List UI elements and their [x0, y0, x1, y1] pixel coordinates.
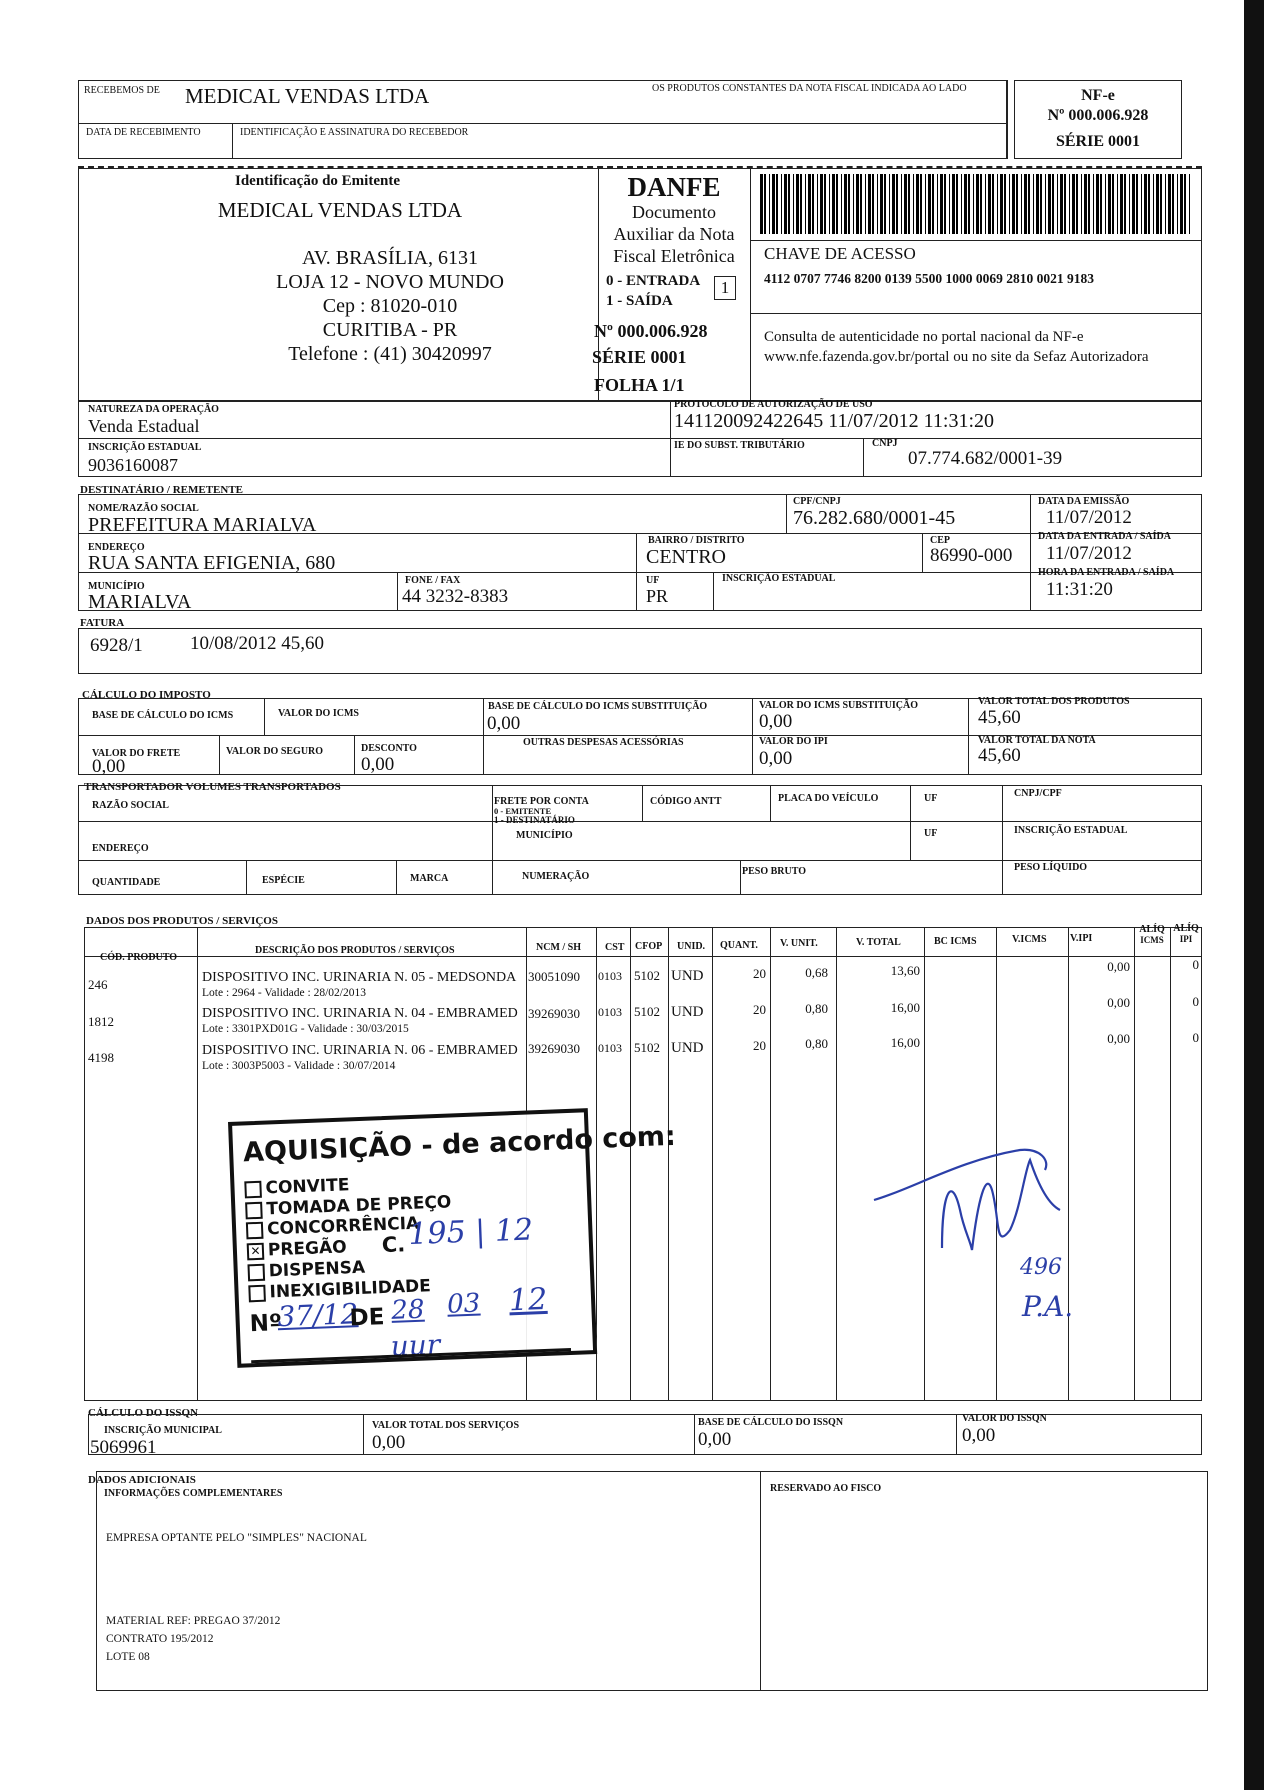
freight-by-0: 0 - EMITENTE — [494, 806, 552, 816]
stamp-option-label: CONCORRÊNCIA — [266, 1213, 420, 1240]
plate-label: PLACA DO VEÍCULO — [778, 793, 879, 804]
item-total-value: 16,00 — [890, 1000, 920, 1015]
receiver-signature-label: IDENTIFICAÇÃO E ASSINATURA DO RECEBEDOR — [240, 127, 469, 138]
item-lot: Lote : 3003P5003 - Validade : 30/07/2014 — [202, 1060, 396, 1072]
item-ipi-value: 0,00 — [1107, 1031, 1130, 1046]
carrier-ie-label: INSCRIÇÃO ESTADUAL — [1014, 825, 1128, 836]
item-lot: Lote : 3301PXD01G - Validade : 30/03/2015 — [202, 1023, 409, 1035]
stamp-option-convite — [244, 1176, 349, 1198]
issuer-city: CURITIBA - PR — [322, 319, 458, 341]
icms-st-label: VALOR DO ICMS SUBSTITUIÇÃO — [759, 700, 919, 711]
stub-nfe-number: Nº 000.006.928 — [1047, 107, 1149, 124]
invoice-number: 6928/1 — [90, 635, 143, 656]
checkbox-icon — [244, 1181, 262, 1199]
checked-checkbox-icon: ✕ — [247, 1243, 265, 1261]
item-description: DISPOSITIVO INC. URINARIA N. 05 - MEDSONDA — [202, 970, 517, 985]
item-cfop: 5102 — [634, 1004, 660, 1019]
issqn-value-label: VALOR DO ISSQN — [962, 1413, 1047, 1424]
municipal-reg-label: INSCRIÇÃO MUNICIPAL — [104, 1425, 222, 1436]
cnpj-label: CNPJ — [872, 438, 898, 449]
item-aliq: 0 — [1192, 994, 1199, 1009]
services-total: 0,00 — [372, 1432, 406, 1453]
item-unit: UND — [671, 1004, 704, 1020]
antt-label: CÓDIGO ANTT — [650, 796, 722, 807]
recipient-name-label: NOME/RAZÃO SOCIAL — [88, 503, 199, 514]
receipt-date-label: DATA DE RECEBIMENTO — [86, 127, 201, 138]
operation-type-box: 1 — [714, 276, 736, 300]
col-ncm: NCM / SH — [536, 942, 581, 953]
item-description: DISPOSITIVO INC. URINARIA N. 04 - EMBRAMED — [202, 1006, 518, 1021]
danfe-serie: SÉRIE 0001 — [592, 347, 687, 367]
item-total-value: 13,60 — [890, 963, 920, 978]
stamp-option-label: PREGÃO — [267, 1237, 348, 1261]
icms-label: VALOR DO ICMS — [278, 708, 359, 719]
simples-note: EMPRESA OPTANTE PELO "SIMPLES" NACIONAL — [106, 1532, 367, 1544]
item-description: DISPOSITIVO INC. URINARIA N. 06 - EMBRAMED — [202, 1043, 518, 1058]
danfe-folha: FOLHA 1/1 — [594, 375, 685, 395]
stamp-de-year: 12 — [508, 1281, 548, 1319]
cep-value: 86990-000 — [930, 545, 1013, 566]
net-weight-label: PESO LÍQUIDO — [1014, 862, 1088, 873]
col-code: CÓD. PRODUTO — [100, 952, 178, 963]
city-label: MUNICÍPIO — [88, 581, 145, 592]
gross-weight-label: PESO BRUTO — [742, 866, 806, 877]
item-cfop: 5102 — [634, 1040, 660, 1055]
danfe-saida: 1 - SAÍDA — [606, 293, 673, 309]
stamp-de-month: 03 — [446, 1288, 481, 1320]
species-label: ESPÉCIE — [262, 875, 305, 886]
checkbox-icon — [247, 1264, 265, 1282]
recipient-ie-label: INSCRIÇÃO ESTADUAL — [722, 573, 836, 584]
danfe-line1: Documento — [632, 202, 716, 222]
issqn-base-label: BASE DE CÁLCULO DO ISSQN — [698, 1417, 844, 1428]
stamp-option-label: TOMADA DE PREÇO — [266, 1192, 452, 1220]
item-aliq: 0 — [1192, 957, 1199, 972]
item-unit: UND — [671, 968, 704, 984]
phone-value: 44 3232-8383 — [402, 586, 509, 607]
uf-value: PR — [646, 586, 669, 606]
brand-label: MARCA — [410, 873, 449, 884]
other-expenses-label: OUTRAS DESPESAS ACESSÓRIAS — [523, 737, 684, 748]
handwritten-signature — [860, 1130, 1100, 1290]
cep-label: CEP — [930, 535, 950, 546]
issuer-address: AV. BRASÍLIA, 6131 — [302, 247, 478, 269]
carrier-uf2-label: UF — [924, 828, 938, 839]
col-unit-value: V. UNIT. — [780, 938, 818, 949]
freight-by-label: FRETE POR CONTA — [494, 796, 589, 807]
col-ipi: V.IPI — [1070, 933, 1093, 944]
acquisition-stamp — [228, 1108, 677, 1368]
stamp-no-value: 37/12 — [276, 1297, 359, 1334]
issqn-title: CÁLCULO DO ISSQN — [88, 1407, 199, 1419]
danfe-line2: Auxiliar da Nota — [613, 224, 735, 244]
access-key-label: CHAVE DE ACESSO — [764, 244, 916, 263]
item-unit-value: 0,80 — [805, 1001, 828, 1016]
insurance-label: VALOR DO SEGURO — [226, 746, 324, 757]
recipient-name: PREFEITURA MARIALVA — [88, 514, 317, 536]
col-quantity: QUANT. — [720, 940, 758, 951]
invoice-total-label: VALOR TOTAL DA NOTA — [978, 735, 1096, 746]
item-total-value: 16,00 — [890, 1035, 920, 1050]
col-cfop: CFOP — [635, 941, 663, 952]
entry-date: 11/07/2012 — [1046, 543, 1132, 564]
access-key-value: 4112 0707 7746 8200 0139 5500 1000 0069 2810 0021 9183 — [764, 271, 1095, 286]
checkbox-icon — [248, 1285, 266, 1303]
item-cst: 0103 — [598, 1005, 622, 1019]
issue-date-label: DATA DA EMISSÃO — [1038, 496, 1130, 507]
carrier-address-label: ENDEREÇO — [92, 843, 149, 854]
numbering-label: NUMERAÇÃO — [522, 871, 590, 882]
recipient-title: DESTINATÁRIO / REMETENTE — [80, 484, 243, 496]
stamp-c-value: 195 | 12 — [407, 1212, 534, 1253]
issuer-phone: Telefone : (41) 30420997 — [288, 343, 492, 365]
services-total-label: VALOR TOTAL DOS SERVIÇOS — [372, 1420, 520, 1431]
freight-by-1: 1 - DESTINATÁRIO — [494, 815, 575, 825]
scan-edge — [1244, 0, 1264, 1790]
item-aliq: 0 — [1192, 1030, 1199, 1045]
received-from-label: RECEBEMOS DE — [84, 85, 160, 96]
city-value: MARIALVA — [88, 591, 192, 613]
bc-icms-st-value: 0,00 — [487, 713, 521, 734]
cpf-label: CPF/CNPJ — [793, 496, 841, 507]
stamp-option-pregao — [247, 1239, 347, 1261]
tax-title: CÁLCULO DO IMPOSTO — [82, 689, 211, 701]
carrier-name-label: RAZÃO SOCIAL — [92, 800, 169, 811]
invoice-title: FATURA — [80, 617, 125, 629]
freight-label: VALOR DO FRETE — [92, 748, 181, 759]
freight-value: 0,00 — [92, 756, 126, 777]
stamp-option-label: DISPENSA — [268, 1257, 366, 1282]
col-bc-icms: BC ICMS — [934, 936, 977, 947]
col-aliq-icms-1: ALÍQ — [1139, 924, 1165, 935]
phone-label: FONE / FAX — [405, 575, 461, 586]
stamp-initials: uur — [390, 1328, 441, 1363]
item-ncm: 39269030 — [528, 1006, 580, 1021]
issue-date: 11/07/2012 — [1046, 507, 1132, 528]
handwritten-note-2: P.A. — [1022, 1290, 1074, 1323]
protocol-label: PROTOCOLO DE AUTORIZAÇÃO DE USO — [674, 399, 873, 410]
stub-nfe-serie: SÉRIE 0001 — [1055, 133, 1141, 150]
district-value: CENTRO — [646, 546, 726, 568]
col-description: DESCRIÇÃO DOS PRODUTOS / SERVIÇOS — [255, 945, 455, 956]
danfe-entrada: 0 - ENTRADA — [606, 273, 701, 289]
protocol-value: 141120092422645 11/07/2012 11:31:20 — [674, 410, 994, 432]
invoice-total: 45,60 — [978, 745, 1021, 766]
cpf-value: 76.282.680/0001-45 — [793, 507, 956, 529]
item-unit: UND — [671, 1040, 704, 1056]
entry-time: 11:31:20 — [1046, 579, 1113, 600]
district-label: BAIRRO / DISTRITO — [648, 535, 745, 546]
issuer-name: MEDICAL VENDAS LTDA — [217, 198, 463, 222]
authenticity-line1: Consulta de autenticidade no portal nacional da NF-e — [764, 329, 1084, 345]
products-title: DADOS DOS PRODUTOS / SERVIÇOS — [86, 915, 278, 927]
entry-date-label: DATA DA ENTRADA / SAÍDA — [1038, 531, 1171, 542]
item-quantity: 20 — [753, 1002, 766, 1017]
col-cst: CST — [605, 942, 625, 953]
fisco-reserved-label: RESERVADO AO FISCO — [770, 1483, 882, 1494]
stamp-option-dispensa — [247, 1259, 365, 1281]
issqn-base: 0,00 — [698, 1429, 732, 1450]
nature-value: Venda Estadual — [88, 416, 200, 436]
item-cst: 0103 — [598, 1041, 622, 1055]
carrier-uf-label: UF — [924, 793, 938, 804]
ipi-value: 0,00 — [759, 748, 793, 769]
authenticity-line2: www.nfe.fazenda.gov.br/portal ou no site da Sefaz Autorizadora — [764, 349, 1149, 365]
item-unit-value: 0,80 — [805, 1036, 828, 1051]
invoice-detail: 10/08/2012 45,60 — [190, 633, 325, 654]
carrier-city-label: MUNICÍPIO — [516, 830, 573, 841]
item-code: 1812 — [88, 1014, 114, 1029]
issqn-value: 0,00 — [962, 1425, 996, 1446]
nature-label: NATUREZA DA OPERAÇÃO — [88, 404, 219, 415]
danfe-title: DANFE — [627, 172, 721, 202]
stamp-option-label: INEXIGIBILIDADE — [269, 1276, 432, 1303]
stamp-c-label: C. — [381, 1232, 406, 1258]
lot-ref: LOTE 08 — [106, 1651, 150, 1663]
stamp-de-day: 28 — [390, 1294, 426, 1326]
bc-icms-st-label: BASE DE CÁLCULO DO ICMS SUBSTITUIÇÃO — [488, 701, 708, 712]
checkbox-icon — [246, 1222, 264, 1240]
material-ref: MATERIAL REF: PREGAO 37/2012 — [106, 1615, 281, 1627]
uf-label: UF — [646, 575, 660, 586]
danfe-line3: Fiscal Eletrônica — [613, 246, 735, 266]
handwritten-note-1: 496 — [1020, 1255, 1062, 1280]
stamp-option-label: CONVITE — [265, 1175, 350, 1199]
col-icms: V.ICMS — [1012, 934, 1047, 945]
products-total-label: VALOR TOTAL DOS PRODUTOS — [978, 696, 1130, 707]
products-notice: OS PRODUTOS CONSTANTES DA NOTA FISCAL INDICADA AO LADO — [652, 83, 967, 94]
danfe-number: Nº 000.006.928 — [594, 321, 708, 341]
issuer-section-label: Identificação do Emitente — [235, 173, 400, 189]
discount-label: DESCONTO — [361, 743, 417, 754]
item-ipi-value: 0,00 — [1107, 959, 1130, 974]
item-cst: 0103 — [598, 969, 622, 983]
stub-nfe-title: NF-e — [1081, 87, 1115, 104]
col-total-value: V. TOTAL — [856, 937, 901, 948]
item-quantity: 20 — [753, 966, 766, 981]
complementary-info-label: INFORMAÇÕES COMPLEMENTARES — [104, 1488, 283, 1499]
item-unit-value: 0,68 — [805, 965, 828, 980]
item-ncm: 30051090 — [528, 969, 580, 984]
item-lot: Lote : 2964 - Validade : 28/02/2013 — [202, 987, 366, 999]
carrier-cnpj-label: CNPJ/CPF — [1014, 788, 1062, 799]
municipal-reg-value: 5069961 — [90, 1437, 157, 1458]
col-aliq-ipi-2: IPI — [1179, 934, 1193, 944]
checkbox-icon — [245, 1202, 263, 1220]
bc-icms-label: BASE DE CÁLCULO DO ICMS — [92, 710, 234, 721]
issuer-loja: LOJA 12 - NOVO MUNDO — [276, 271, 504, 293]
stamp-de-label: DE — [349, 1304, 385, 1332]
col-aliq-icms-2: ICMS — [1140, 935, 1164, 945]
item-ncm: 39269030 — [528, 1041, 580, 1056]
item-code: 4198 — [88, 1050, 114, 1065]
issuer-cep: Cep : 81020-010 — [322, 295, 458, 317]
address-label: ENDEREÇO — [88, 542, 145, 553]
ie-value: 9036160087 — [88, 455, 178, 475]
ie-label: INSCRIÇÃO ESTADUAL — [88, 442, 202, 453]
item-ipi-value: 0,00 — [1107, 995, 1130, 1010]
item-code: 246 — [88, 977, 108, 992]
quantity-label: QUANTIDADE — [92, 877, 161, 888]
received-from-value: MEDICAL VENDAS LTDA — [185, 84, 430, 108]
ie-subst-label: IE DO SUBST. TRIBUTÁRIO — [674, 440, 805, 451]
entry-time-label: HORA DA ENTRADA / SAÍDA — [1038, 567, 1175, 578]
icms-st-value: 0,00 — [759, 711, 793, 732]
barcode — [758, 174, 1196, 234]
address-value: RUA SANTA EFIGENIA, 680 — [88, 552, 336, 574]
carrier-title: TRANSPORTADOR VOLUMES TRANSPORTADOS — [84, 781, 341, 793]
item-quantity: 20 — [753, 1038, 766, 1053]
contract-ref: CONTRATO 195/2012 — [106, 1633, 214, 1645]
col-unit: UNID. — [677, 941, 706, 952]
stamp-no-label: Nº — [249, 1310, 283, 1338]
cnpj-value: 07.774.682/0001-39 — [908, 448, 1063, 469]
item-cfop: 5102 — [634, 968, 660, 983]
ipi-label: VALOR DO IPI — [759, 736, 828, 747]
products-total: 45,60 — [978, 707, 1021, 728]
stamp-title: AQUISIÇÃO - de acordo com: — [242, 1120, 677, 1169]
additional-title: DADOS ADICIONAIS — [88, 1474, 196, 1486]
col-aliq-ipi-1: ALÍQ — [1173, 923, 1199, 934]
discount-value: 0,00 — [361, 754, 395, 775]
